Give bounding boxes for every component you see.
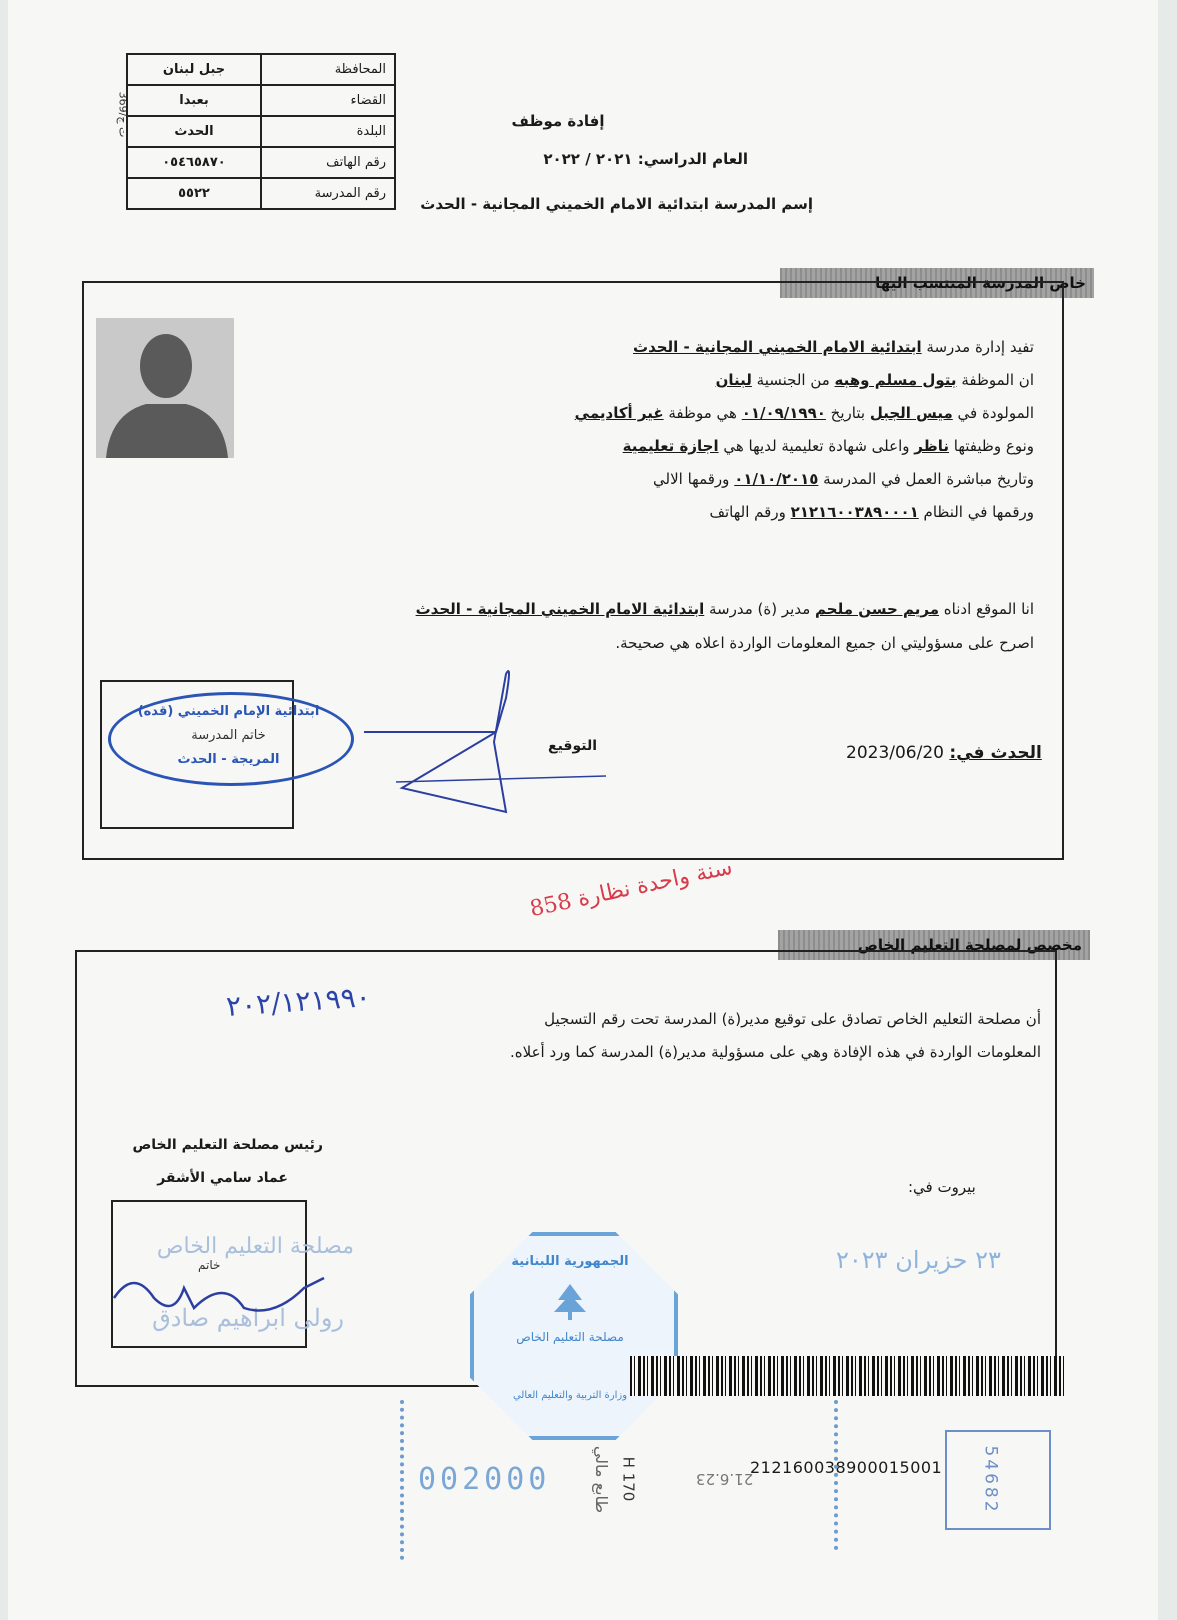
detail-line <box>716 371 1034 389</box>
school-stamp-top-text: ابتدائية الإمام الخميني (قده) <box>137 704 320 719</box>
beirut-date-stamp: ٢٣ حزيران ٢٠٢٣ <box>836 1246 1001 1274</box>
detail-text: المولودة في <box>952 404 1034 422</box>
detail-value: ٠١/١٠/٢٠١٥ <box>734 470 819 488</box>
declaration-pre: انا الموقع ادناه <box>939 600 1034 618</box>
declaration-school: ابتدائية الامام الخميني المجانية - الحدث <box>415 600 705 618</box>
detail-value: ابتدائية الامام الخميني المجانية - الحدث <box>633 338 922 356</box>
school-name-header: إسم المدرسة ابتدائية الامام الخميني المجانية - الحدث <box>420 195 813 213</box>
fiscal-side-number: 54682 <box>980 1445 1001 1515</box>
stamp-perforation <box>400 1400 414 1560</box>
info-value: ٠٥٤٦٥٨٧٠ <box>127 147 261 178</box>
declaration-line1 <box>416 600 1034 618</box>
detail-text: ونوع وظيفتها <box>949 437 1034 455</box>
info-row <box>127 116 395 147</box>
place-label: الحدث في: <box>949 743 1042 763</box>
detail-text: تفيد إدارة مدرسة <box>921 338 1034 356</box>
academic-year-label: العام الدراسي: <box>637 150 748 168</box>
section-education-title: مخصص لمصلحة التعليم الخاص <box>778 930 1090 960</box>
ministry-seal-bottom: وزارة التربية والتعليم العالي <box>512 1390 628 1401</box>
side-reference-note: 369/ت ج <box>116 91 130 138</box>
info-row <box>127 85 395 116</box>
employee-photo <box>96 318 234 458</box>
detail-value: اجازة تعليمية <box>622 437 719 455</box>
detail-line <box>575 404 1034 422</box>
info-table <box>126 53 396 210</box>
signature-label: التوقيع <box>548 738 597 754</box>
fiscal-stamp-code: H 170 <box>619 1456 638 1502</box>
info-label: القضاء <box>261 85 395 116</box>
department-head-name: عماد سامي الأشقر <box>157 1170 288 1186</box>
info-label: رقم المدرسة <box>261 178 395 209</box>
stamp-perforation-right <box>834 1400 848 1550</box>
detail-value: غير أكاديمي <box>574 404 664 422</box>
detail-value: ميس الجبل <box>869 404 953 422</box>
info-label: المحافظة <box>261 54 395 85</box>
detail-line <box>653 470 1034 488</box>
info-value: ٥٥٢٢ <box>127 178 261 209</box>
declaration-line2: اصرح على مسؤوليتي ان جميع المعلومات الواردة اعلاه هي صحيحة. <box>615 634 1034 652</box>
person-silhouette-icon <box>96 318 234 458</box>
school-stamp-bottom-text: المريجة - الحدث <box>177 752 280 767</box>
info-label: البلدة <box>261 116 395 147</box>
school-stamp-label: خاتم المدرسة <box>191 728 266 743</box>
red-handwritten-note: سنة واحدة نظارة 858 <box>527 854 735 923</box>
declaration-mid: مدير (ة) مدرسة <box>704 600 815 618</box>
detail-text: ورقمها الالي <box>653 470 735 488</box>
beirut-date-label: بيروت في: <box>908 1178 976 1196</box>
ministry-seal-middle: مصلحة التعليم الخاص <box>516 1330 624 1344</box>
section-school-title: خاص المدرسة المنتسب اليها <box>780 268 1094 298</box>
director-name: مريم حسن ملحم <box>815 600 940 618</box>
issue-date-line <box>846 743 1042 763</box>
detail-value: ٠١/٠٩/١٩٩٠ <box>741 404 826 422</box>
detail-text: بتاريخ <box>825 404 870 422</box>
ministry-seal-top: الجمهورية اللبنانية <box>511 1254 629 1269</box>
info-value: بعبدا <box>127 85 261 116</box>
official-stamp-text-line1: مصلحة التعليم الخاص <box>156 1234 354 1259</box>
info-value: الحدث <box>127 116 261 147</box>
department-head-signature <box>104 1258 334 1328</box>
cedar-icon <box>550 1282 590 1322</box>
barcode <box>630 1356 1065 1396</box>
document-page <box>8 0 1158 1620</box>
issue-date: 2023/06/20 <box>846 743 944 763</box>
official-stamp-box-label: خاتم <box>198 1258 221 1272</box>
approval-line1: أن مصلحة التعليم الخاص تصادق على توقيع مدير(ة) المدرسة تحت رقم التسجيل <box>544 1010 1041 1028</box>
academic-year-value: ٢٠٢١ / ٢٠٢٢ <box>543 150 633 168</box>
director-signature <box>356 662 616 826</box>
detail-text: ورقم الهاتف <box>709 503 791 521</box>
detail-text: هي موظفة <box>663 404 742 422</box>
fiscal-stamp-date: 21.6.23 <box>696 1470 754 1488</box>
detail-text: ان الموظفة <box>956 371 1034 389</box>
detail-text: من الجنسية <box>751 371 835 389</box>
department-head-title: رئيس مصلحة التعليم الخاص <box>132 1137 323 1153</box>
info-row <box>127 54 395 85</box>
detail-value: ٢١٢١٦٠٠٣٨٩٠٠٠١ <box>790 503 919 521</box>
registration-number-handwritten: ٢٠٢/١٢١٩٩٠ <box>225 979 372 1024</box>
info-row <box>127 178 395 209</box>
academic-year <box>488 150 748 168</box>
document-title: إفادة موظف <box>511 112 605 130</box>
barcode-number: 212160038900015001 <box>750 1458 943 1477</box>
info-row <box>127 147 395 178</box>
detail-text: وتاريخ مباشرة العمل في المدرسة <box>818 470 1034 488</box>
detail-text: ورقمها في النظام <box>918 503 1034 521</box>
official-stamp-text-line2: رولى ابراهيم صادق <box>152 1304 344 1332</box>
detail-text: واعلى شهادة تعليمية لديها هي <box>718 437 915 455</box>
fiscal-stamp-label: طابع مالي <box>592 1445 612 1514</box>
info-label: رقم الهاتف <box>261 147 395 178</box>
approval-line2: المعلومات الواردة في هذه الإفادة وهي على مسؤولية مدير(ة) المدرسة كما ورد أعلاه. <box>510 1043 1041 1061</box>
detail-value: لبنان <box>715 371 752 389</box>
detail-value: بتول مسلم وهبه <box>834 371 957 389</box>
detail-value: ناظر <box>914 437 950 455</box>
fiscal-stamp-amount: 002000 <box>418 1462 551 1497</box>
detail-line <box>623 437 1034 455</box>
info-value: جبل لبنان <box>127 54 261 85</box>
detail-line <box>633 338 1034 356</box>
detail-line <box>709 503 1034 521</box>
